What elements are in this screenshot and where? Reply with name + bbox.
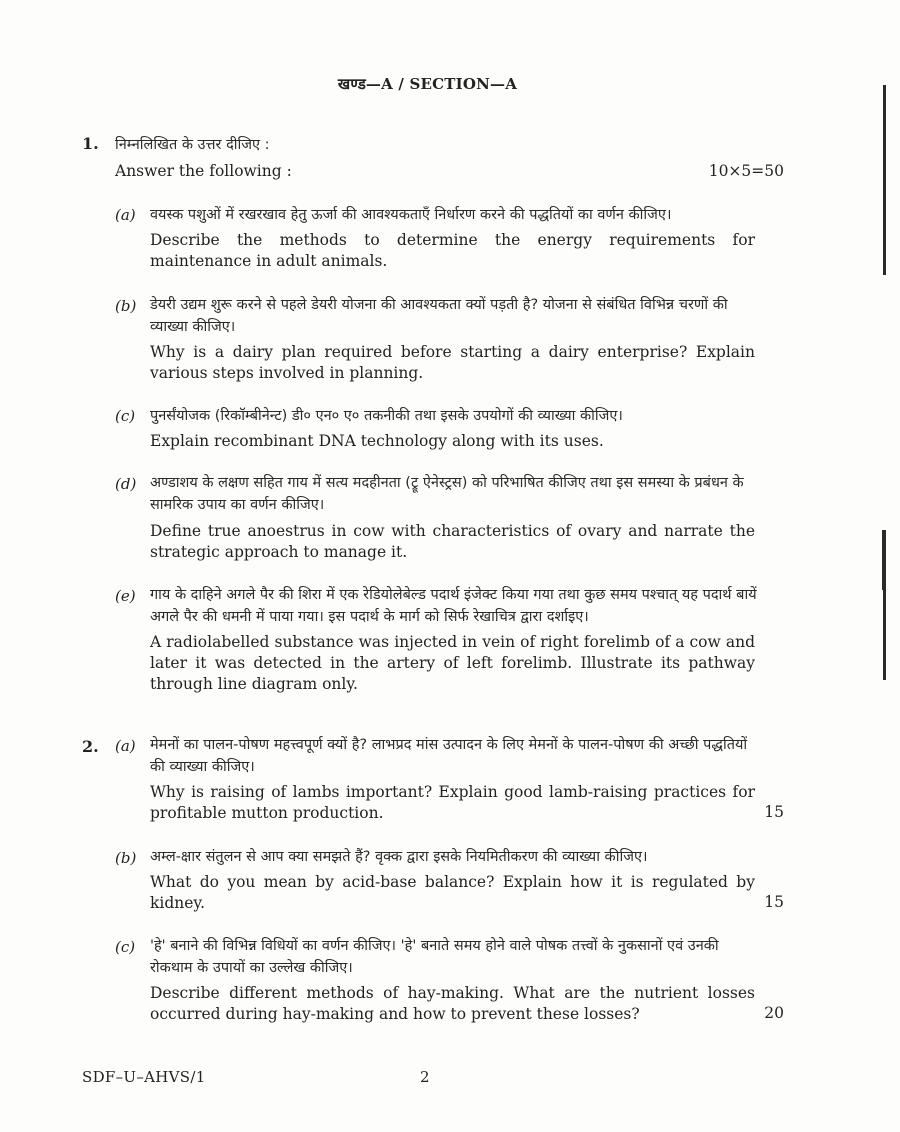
part-label: (d) [115,475,137,493]
part-label: (b) [115,297,137,315]
part-text-hindi: गाय के दाहिने अगले पैर की शिरा में एक रेडियोलेबेल्ड पदार्थ इंजेक्ट किया गया तथा कुछ समय पश्चात् यह पदार्थ बायें अगले पैर की धमनी में पाया गया। इस पदार्थ के मार्ग को सिर्फ रेखाचित्र द्वारा दर्शाइए। [150,587,757,625]
part-label: (e) [115,587,136,605]
part-text-english: Why is raising of lambs important? Explain good lamb-raising practices for profitable mutton production. [150,783,755,822]
question-marks: 10×5=50 [708,162,784,180]
part-marks: 15 [764,803,784,821]
question-number: 2. [82,737,99,756]
part-text-hindi: मेमनों का पालन-पोषण महत्त्वपूर्ण क्यों है? लाभप्रद मांस उत्पादन के लिए मेमनों के पालन-पोषण की अच्छी पद्धतियों की व्याख्या कीजिए। [150,737,748,775]
part-label: (c) [115,407,136,425]
scan-edge-mark [883,590,886,680]
part-text-english: Why is a dairy plan required before starting a dairy enterprise? Explain various steps involved in planning. [150,343,755,382]
scan-edge-mark [882,530,886,590]
part-text-english: What do you mean by acid-base balance? Explain how it is regulated by kidney. [150,873,755,912]
question-prompt-english: Answer the following : [115,162,292,180]
section-title: खण्ड—A / SECTION—A [337,75,518,93]
part-text-hindi: पुनर्संयोजक (रिकॉम्बीनेन्ट) डी० एन० ए० तकनीकी तथा इसके उपयोगों की व्याख्या कीजिए। [150,408,623,424]
part-marks: 20 [764,1004,784,1022]
part-text-english: A radiolabelled substance was injected in vein of right forelimb of a cow and later it was detected in the artery of left forelimb. Illustrate its pathway through line diagram only. [150,633,755,693]
question-prompt-hindi: निम्नलिखित के उत्तर दीजिए : [115,137,270,153]
part-label: (c) [115,938,136,956]
part-text-hindi: अम्ल-क्षार संतुलन से आप क्या समझते हैं? वृक्क द्वारा इसके नियमितीकरण की व्याख्या कीजिए। [150,849,648,865]
question-number: 1. [82,134,99,153]
scan-edge-mark [883,85,886,275]
part-marks: 15 [764,893,784,911]
part-text-hindi: 'हे' बनाने की विभिन्न विधियों का वर्णन कीजिए। 'हे' बनाते समय होने वाले पोषक तत्त्वों के नुकसानों एवं उनकी रोकथाम के उपायों का उल्लेख कीजिए। [150,938,719,976]
page-number: 2 [420,1068,430,1086]
part-text-english: Describe the methods to determine the energy requirements for maintenance in adult animals. [150,231,755,270]
part-text-hindi: अण्डाशय के लक्षण सहित गाय में सत्य मदहीनता (ट्रू ऐनेस्ट्रस) को परिभाषित कीजिए तथा इस समस्या के प्रबंधन के सामरिक उपाय का वर्णन कीजिए। [150,475,744,513]
part-text-english: Explain recombinant DNA technology along with its uses. [150,432,604,450]
part-label: (a) [115,206,136,224]
part-text-english: Describe different methods of hay-making. What are the nutrient losses occurred during hay-making and how to prevent these losses? [150,984,755,1023]
part-text-hindi: डेयरी उद्यम शुरू करने से पहले डेयरी योजना की आवश्यकता क्यों पड़ती है? योजना से संबंधित विभिन्न चरणों की व्याख्या कीजिए। [150,297,728,335]
paper-code: SDF–U–AHVS/1 [82,1068,206,1086]
part-label: (a) [115,737,136,755]
part-text-hindi: वयस्क पशुओं में रखरखाव हेतु ऊर्जा की आवश्यकताएँ निर्धारण करने की पद्धतियों का वर्णन कीजिए। [150,207,672,223]
part-label: (b) [115,849,137,867]
part-text-english: Define true anoestrus in cow with characteristics of ovary and narrate the strategic approach to manage it. [150,522,755,561]
